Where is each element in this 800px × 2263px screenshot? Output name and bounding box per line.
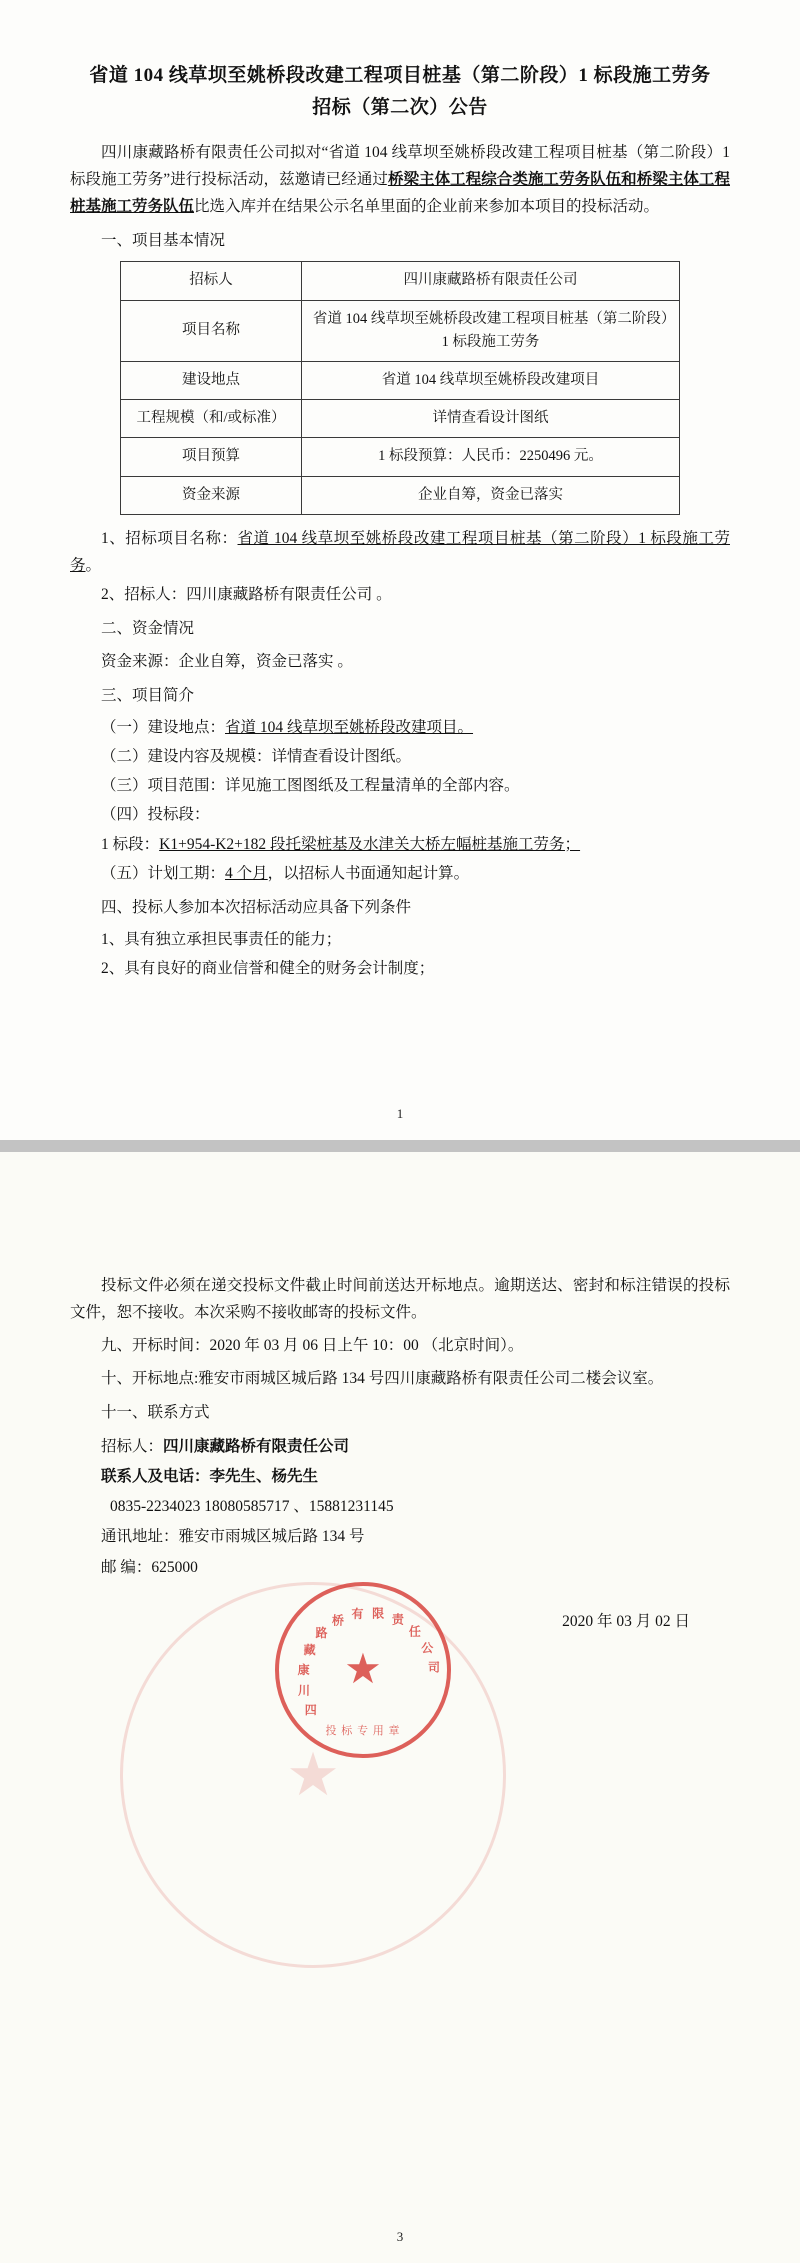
section-3-item-5-pre: （五）计划工期： — [101, 864, 226, 882]
section-3-item-5-post: ，以招标人书面通知起计算。 — [267, 864, 470, 882]
section-3-item-2: （二）建设内容及规模：详情查看设计图纸。 — [101, 748, 412, 766]
section-4-item-2: 2、具有良好的商业信誉和健全的财务会计制度； — [101, 960, 435, 978]
contact-bidder-value: 四川康藏路桥有限责任公司 — [163, 1437, 350, 1455]
seal-bottom-text: 投 标 专 用 章 — [325, 1724, 401, 1737]
page-title: 省道 104 线草坝至姚桥段改建工程项目桩基（第二阶段）1 标段施工劳务招标（第二次）公告 — [89, 65, 711, 119]
seal-star-icon: ★ — [344, 1646, 382, 1693]
table-value-project-name: 省道 104 线草坝至姚桥段改建工程项目桩基（第二阶段）1 标段施工劳务 — [302, 300, 680, 361]
contact-bidder-label: 招标人： — [101, 1437, 164, 1455]
page2-paragraph-4: 十一、联系方式 — [101, 1403, 210, 1421]
table-value-budget: 1 标段预算：人民币：2250496 元。 — [302, 438, 680, 476]
contact-person-label: 联系人及电话： — [101, 1467, 210, 1485]
table-value-bidder: 四川康藏路桥有限责任公司 — [302, 262, 680, 300]
item-1 — [70, 525, 730, 579]
page2-paragraph-3: 十、开标地点:雅安市雨城区城后路 134 号四川康藏路桥有限责任公司二楼会议室。 — [101, 1370, 664, 1388]
intro-part2: 比选入库并在结果公示名单里面的企业前来参加本项目的投标活动。 — [194, 197, 660, 215]
section-heading-3: 三、项目简介 — [101, 686, 195, 704]
table-row — [121, 438, 680, 476]
table-row — [121, 361, 680, 399]
table-value-location: 省道 104 线草坝至姚桥段改建项目 — [302, 361, 680, 399]
issue-date: 2020 年 03 月 02 日 — [562, 1612, 690, 1630]
table-row — [121, 476, 680, 514]
section-3-item-4-detail — [70, 831, 730, 858]
table-label-bidder: 招标人 — [121, 262, 302, 300]
contact-person-value-2: 杨先生 — [271, 1467, 319, 1485]
section-4-item-1: 1、具有独立承担民事责任的能力； — [101, 931, 342, 949]
table-label-location: 建设地点 — [121, 361, 302, 399]
section-3-item-1 — [70, 714, 730, 741]
contact-person-value-1: 李先生、 — [209, 1467, 272, 1485]
section-2-text: 资金来源：企业自筹，资金已落实 。 — [101, 652, 353, 670]
table-value-funding: 企业自筹，资金已落实 — [302, 476, 680, 514]
section-3-item-5 — [70, 860, 730, 887]
contact-bidder — [70, 1432, 730, 1462]
watermark-star-icon: ★ — [286, 1742, 340, 1808]
section-3-item-1-pre: （一）建设地点： — [101, 719, 226, 737]
section-3-item-5-underline: 4 个月 — [225, 864, 268, 882]
table-row — [121, 262, 680, 300]
seal-top-text: 四 川 康 藏 路 桥 有 限 责 任 公 司 — [297, 1606, 441, 1717]
intro-highlight: 桥梁主体工程综合类施工劳务队伍和桥梁主体工程桩基施工劳务队伍 — [70, 170, 730, 215]
page-2-number: 3 — [396, 2229, 404, 2244]
item-1-post: 。 — [85, 556, 102, 574]
table-label-funding: 资金来源 — [121, 476, 302, 514]
page-separator — [0, 1140, 800, 1152]
section-3-item-4-pre: 1 标段： — [101, 835, 160, 853]
table-row — [121, 400, 680, 438]
contact-postcode: 邮 编：625000 — [101, 1558, 198, 1576]
section-3-item-4-underline: K1+954-K2+182 段托梁桩基及水津关大桥左幅桩基施工劳务； — [159, 835, 581, 853]
item-2: 2、招标人：四川康藏路桥有限责任公司 。 — [101, 585, 392, 603]
section-3-item-3: （三）项目范围：详见施工图图纸及工程量清单的全部内容。 — [101, 777, 520, 795]
contact-person — [70, 1462, 730, 1492]
item-1-underline: 省道 104 线草坝至姚桥段改建工程项目桩基（第二阶段）1 标段施工劳务 — [70, 529, 730, 574]
table-value-scale: 详情查看设计图纸 — [302, 400, 680, 438]
document-page-2 — [0, 1152, 800, 2263]
intro-paragraph — [70, 139, 730, 220]
item-1-pre: 1、招标项目名称： — [101, 529, 238, 547]
project-info-table — [120, 261, 680, 514]
page2-paragraph-2: 九、开标时间：2020 年 03 月 06 日上午 10：00 （北京时间）。 — [101, 1337, 524, 1355]
section-heading-2: 二、资金情况 — [101, 620, 195, 638]
table-label-scale: 工程规模（和/或标准） — [121, 400, 302, 438]
background-watermark — [120, 1582, 506, 1968]
section-heading-4: 四、投标人参加本次招标活动应具备下列条件 — [101, 898, 412, 916]
section-3-item-4: （四）投标段： — [101, 806, 210, 824]
page2-paragraph-1: 投标文件必须在递交投标文件截止时间前送达开标地点。逾期送达、密封和标注错误的投标文件，恕不接收。本次采购不接收邮寄的投标文件。 — [70, 1277, 730, 1322]
table-label-project-name: 项目名称 — [121, 300, 302, 361]
contact-address: 通讯地址：雅安市雨城区城后路 134 号 — [101, 1528, 365, 1546]
table-row — [121, 300, 680, 361]
section-3-item-1-underline: 省道 104 线草坝至姚桥段改建项目。 — [225, 719, 474, 737]
section-heading-1: 一、项目基本情况 — [101, 231, 226, 249]
table-label-budget: 项目预算 — [121, 438, 302, 476]
page-1-number: 1 — [396, 1106, 404, 1121]
contact-phone: 0835-2234023 18080585717 、15881231145 — [110, 1498, 394, 1516]
intro-part1: 四川康藏路桥有限责任公司拟对“省道 104 线草坝至姚桥段改建工程项目桩基（第二阶段）1 标段施工劳务”进行投标活动，兹邀请已经通过 — [70, 143, 730, 188]
